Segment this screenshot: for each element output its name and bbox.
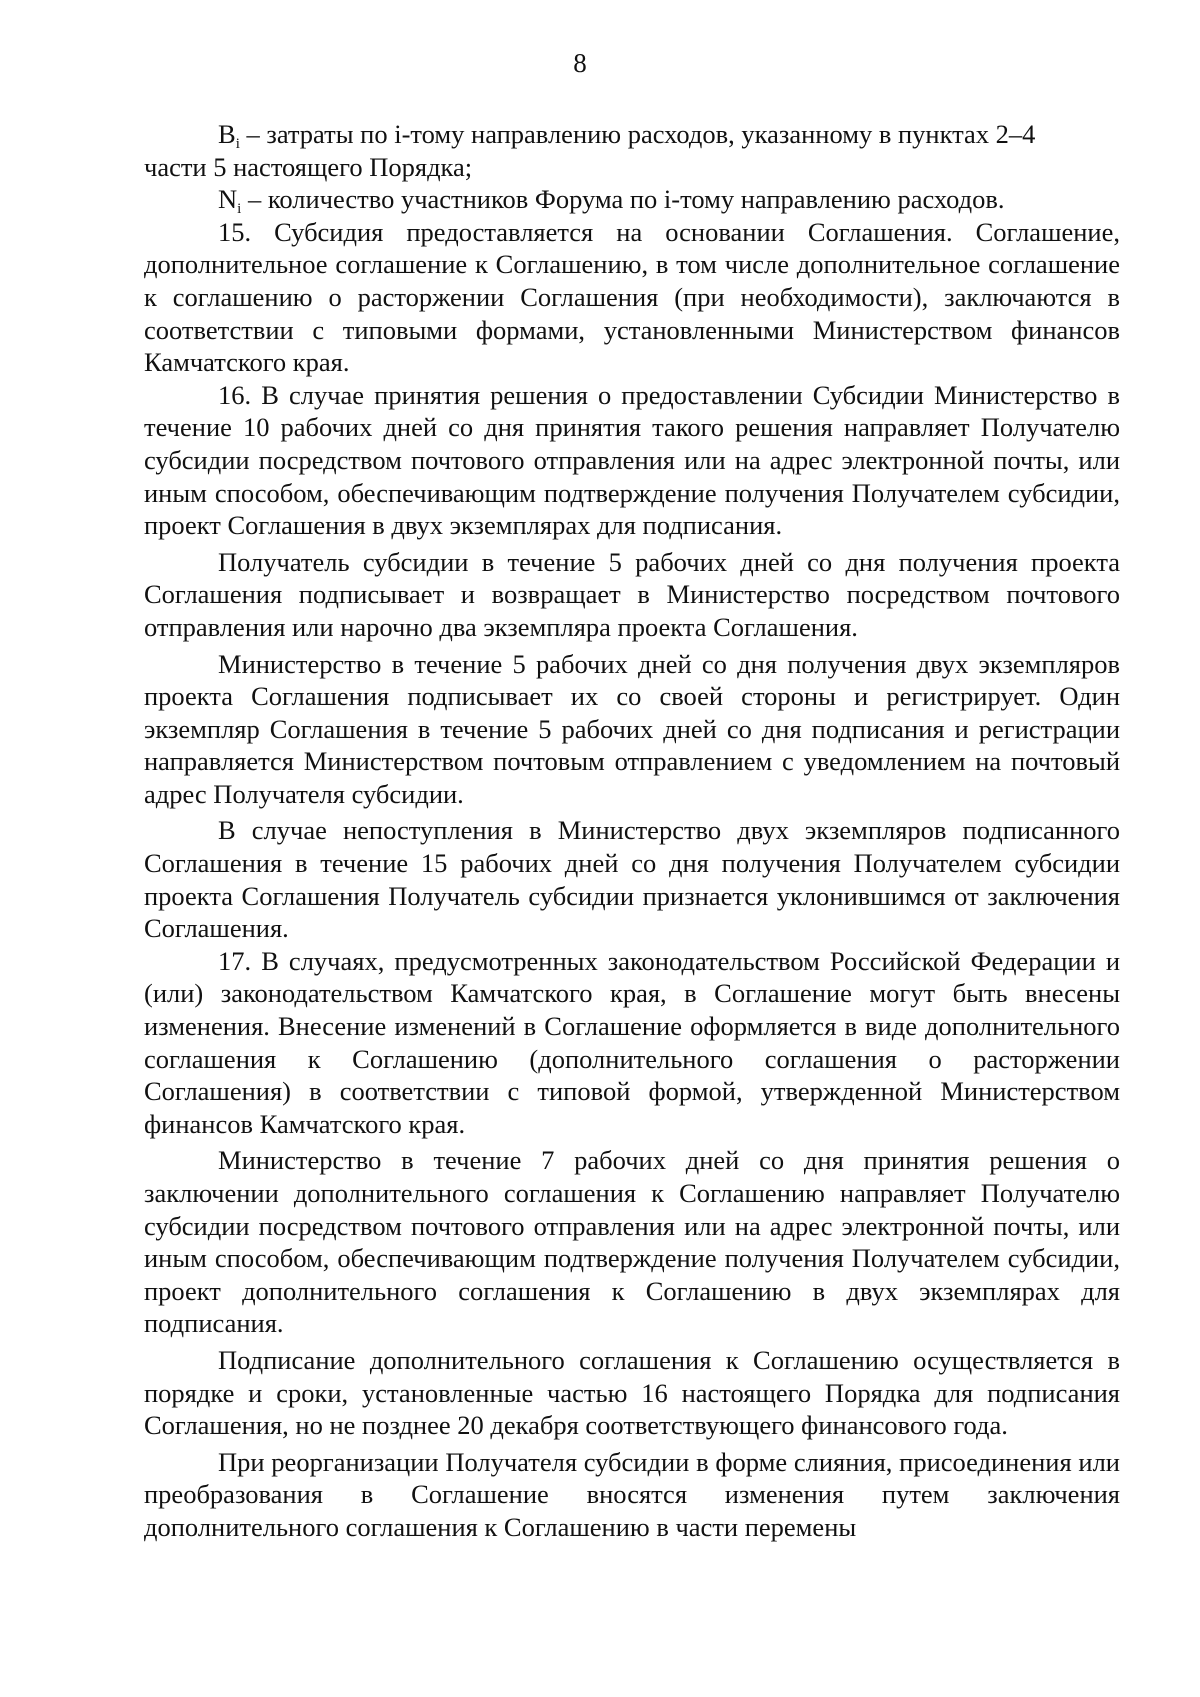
paragraph-16: 16. В случае принятия решения о предоставлении Субсидии Министерство в течение 10 рабочих дней со дня принятия такого решения направляет Получателю субсидии посредством почтового отправления или на адрес электронной почты, или иным способом, обеспечивающим подтверждение получения Получателем субсидии, проект Соглашения в двух экземплярах для подписания.: [144, 379, 1120, 541]
document-body: [144, 118, 1120, 1544]
paragraph-16-evasion: В случае непоступления в Министерство двух экземпляров подписанного Соглашения в течение 15 рабочих дней со дня получения Получателем субсидии проекта Соглашения Получатель субсидии признается уклонившимся от заключения Соглашения.: [144, 815, 1120, 944]
definition-b-text-line2: части 5 настоящего Порядка;: [144, 151, 473, 182]
definition-n-text: – количество участников Форума по i-тому направлению расходов.: [241, 184, 1005, 215]
paragraph-16-ministry-registration: Министерство в течение 5 рабочих дней со дня получения двух экземпляров проекта Соглашения подписывает их со своей стороны и регистрирует. Один экземпляр Соглашения в течение 5 рабочих дней со дня подписания и регистрации направляется Министерством почтовым отправлением с уведомлением на почтовый адрес Получателя субсидии.: [144, 648, 1120, 809]
paragraph-17-ministry-sending: Министерство в течение 7 рабочих дней со дня принятия решения о заключении дополнительного соглашения к Соглашению направляет Получателю субсидии посредством почтового отправления или на адрес электронной почты, или иным способом, обеспечивающим подтверждение получения Получателем субсидии, проект дополнительного соглашения к Соглашению в двух экземплярах для подписания.: [144, 1145, 1120, 1339]
paragraph-17-signing-terms: Подписание дополнительного соглашения к Соглашению осуществляется в порядке и сроки, установленные частью 16 настоящего Порядка для подписания Соглашения, но не позднее 20 декабря соответствующего финансового года.: [144, 1344, 1120, 1441]
definition-n: [144, 183, 1120, 216]
paragraph-17-reorganization: При реорганизации Получателя субсидии в форме слияния, присоединения или преобразования в Соглашение вносятся изменения путем заключения дополнительного соглашения к Соглашению в части перемены: [144, 1446, 1120, 1542]
definition-b-text-line1: – затраты по i-тому направлению расходов, указанному в пунктах 2–4: [239, 119, 1036, 149]
paragraph-17: 17. В случаях, предусмотренных законодательством Российской Федерации и (или) законодательством Камчатского края, в Соглашение могут быть внесены изменения. Внесение изменений в Соглашение оформляется в виде дополнительного соглашения к Соглашению (дополнительного соглашения о расторжении Соглашения) в соответствии с типовой формой, утвержденной Министерством финансов Камчатского края.: [144, 945, 1120, 1139]
definition-n-subscript: i: [237, 201, 242, 218]
paragraph-16-recipient-signing: Получатель субсидии в течение 5 рабочих дней со дня получения проекта Соглашения подписывает и возвращает в Министерство посредством почтового отправления или нарочно два экземпляра проекта Соглашения.: [144, 546, 1120, 642]
definition-n-symbol: N: [218, 184, 238, 215]
definition-b-symbol: B: [218, 119, 236, 149]
definition-b: [144, 118, 1120, 183]
page-number: 8: [573, 48, 587, 78]
paragraph-15: 15. Субсидия предоставляется на основании Соглашения. Соглашение, дополнительное соглашение к Соглашению, в том числе дополнительное соглашение к соглашению о расторжении Соглашения (при необходимости), заключаются в соответствии с типовыми формами, установленными Министерством финансов Камчатского края.: [144, 216, 1120, 378]
definition-b-subscript: i: [235, 136, 240, 152]
